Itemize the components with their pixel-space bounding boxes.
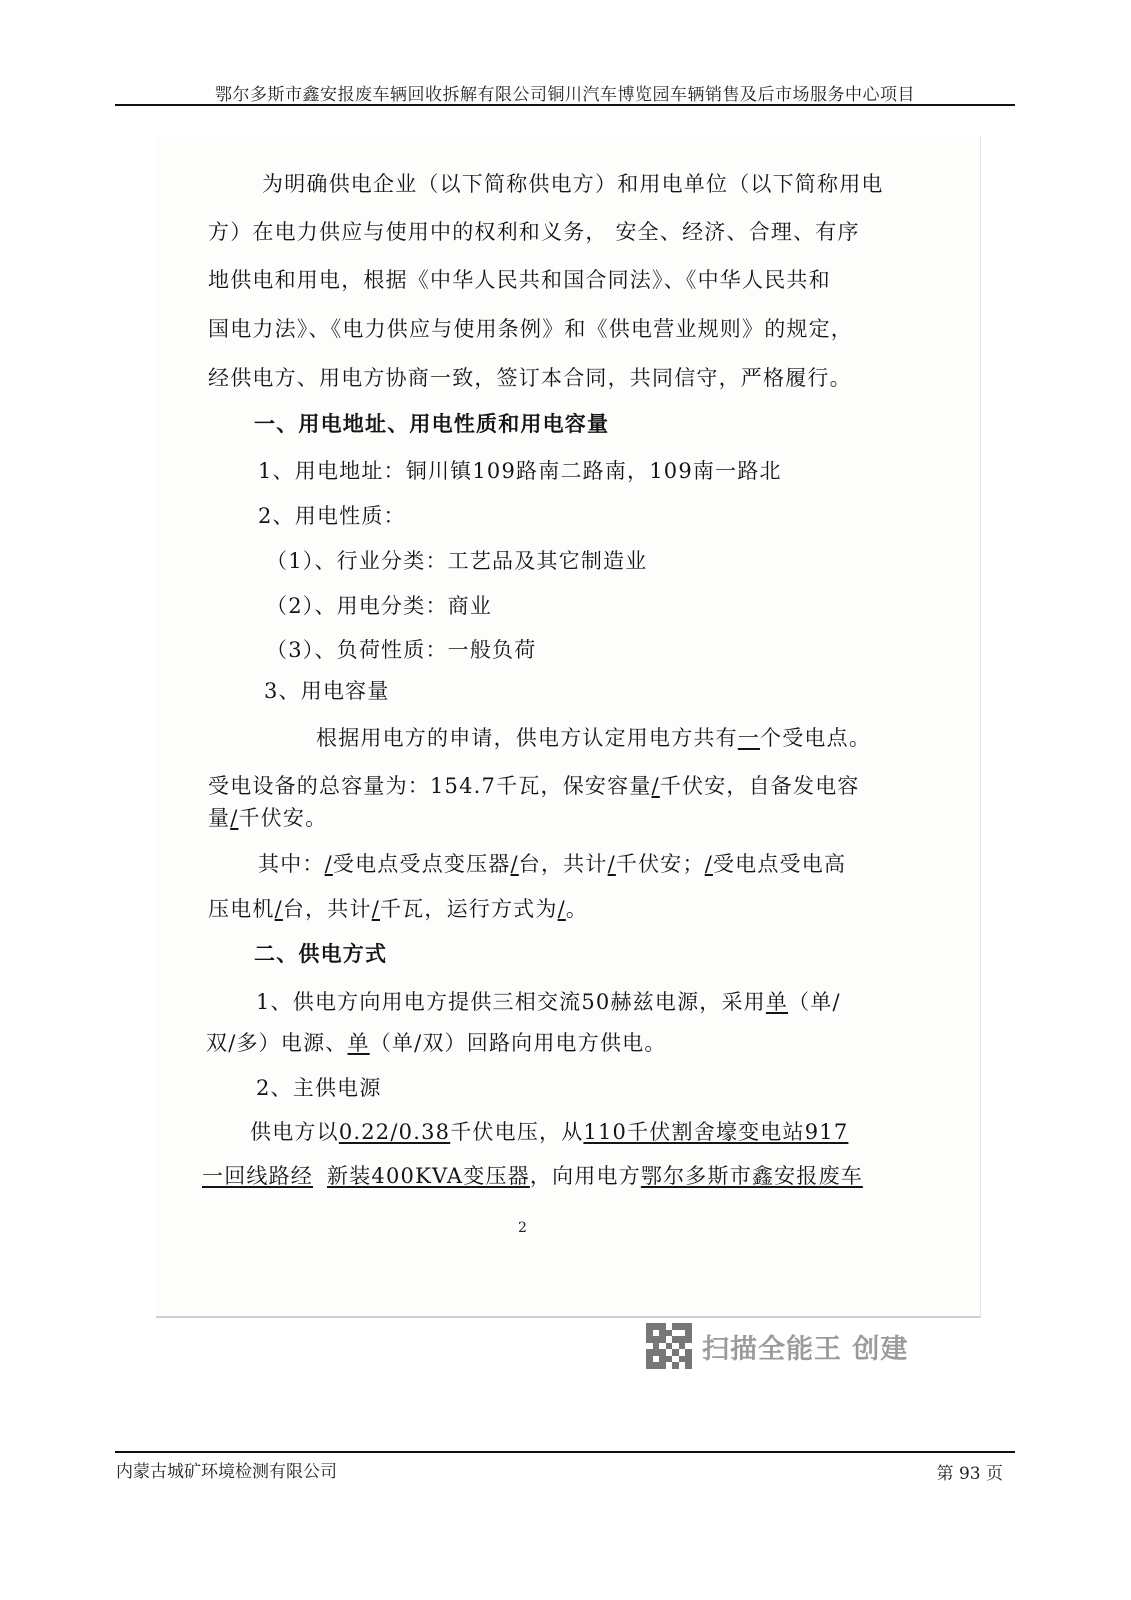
nature-item-industry: （1）、行业分类：工艺品及其它制造业 — [266, 549, 648, 573]
among-line-2 — [208, 893, 588, 923]
blank-slash: / — [651, 774, 660, 798]
capacity-text: 千伏安，自备发电容 — [659, 774, 860, 798]
intro-line-5: 经供电方、用电方协商一致，签订本合同，共同信守，严格履行。 — [208, 366, 852, 390]
blank-slash: / — [371, 897, 380, 921]
scanner-watermark — [646, 1322, 908, 1370]
main-supply-text: 供电方以 — [250, 1120, 339, 1144]
among-text: 台，共计 — [518, 852, 608, 876]
main-supply-text: 千伏电压，从 — [450, 1120, 584, 1144]
among-line-1 — [258, 848, 846, 878]
supply-choice: 单 — [765, 990, 789, 1014]
capacity-line-2 — [208, 770, 860, 800]
among-text: 其中： — [258, 852, 325, 876]
intro-line-2: 方）在电力供应与使用中的权利和义务， 安全、经济、合理、有序 — [208, 220, 860, 244]
main-supply-heading: 2、主供电源 — [256, 1076, 382, 1100]
intro-line-4: 国电力法》、《电力供应与使用条例》和《供电营业规则》的规定， — [208, 317, 853, 341]
scanned-page-number: 2 — [518, 1220, 527, 1236]
watermark-text: 扫描全能王 创建 — [702, 1333, 909, 1365]
address-line: 1、用电地址：铜川镇109路南二路南，109南一路北 — [258, 459, 782, 483]
qr-code-icon — [646, 1323, 692, 1369]
section-2-heading: 二、供电方式 — [254, 941, 388, 966]
among-text: 压电机 — [208, 897, 275, 921]
main-supply-line-2 — [202, 1160, 863, 1190]
among-text: 。 — [565, 897, 589, 921]
blank-slash: / — [274, 897, 283, 921]
footer-page-number: 第 93 页 — [936, 1464, 1003, 1484]
header-divider — [115, 104, 1015, 106]
blank-slash: / — [230, 806, 239, 830]
receiving-point-count: 一 — [737, 726, 761, 750]
supply-text: 1、供电方向用电方提供三相交流50赫兹电源，采用 — [256, 990, 766, 1014]
substation-name: 110千伏割舍壕变电站917 — [583, 1120, 849, 1144]
capacity-line-3 — [208, 802, 327, 832]
supply-choice: 单 — [347, 1031, 370, 1055]
nature-item-category: （2）、用电分类：商业 — [266, 594, 493, 618]
blank-slash: / — [557, 897, 566, 921]
nature-item-load: （3）、负荷性质：一般负荷 — [266, 638, 537, 662]
main-supply-line-1 — [250, 1116, 848, 1146]
footer-divider — [115, 1451, 1015, 1453]
supply-line-2 — [206, 1027, 667, 1057]
capacity-text: 量 — [208, 806, 231, 830]
supply-voltage: 0.22/0.38 — [338, 1120, 451, 1144]
supply-text: （单/双）回路向用电方供电。 — [369, 1031, 667, 1055]
among-text: 台，共计 — [282, 897, 372, 921]
intro-line-3: 地供电和用电，根据《中华人民共和国合同法》、《中华人民共和 — [208, 268, 831, 292]
section-1-heading: 一、用电地址、用电性质和用电容量 — [254, 411, 610, 436]
blank-slash: / — [324, 852, 333, 876]
supply-line-1 — [256, 986, 841, 1016]
blank-slash: / — [510, 852, 519, 876]
nature-heading: 2、用电性质： — [258, 504, 406, 528]
supply-text: （单/ — [788, 990, 841, 1014]
footer-company: 内蒙古城矿环境检测有限公司 — [116, 1462, 337, 1482]
among-text: 受电点受电高 — [712, 852, 847, 876]
main-supply-text: ，向用电方 — [529, 1164, 641, 1188]
among-text: 受电点受点变压器 — [332, 852, 511, 876]
capacity-text: 千伏安。 — [238, 806, 328, 830]
intro-line-1: 为明确供电企业（以下简称供电方）和用电单位（以下简称用电 — [262, 172, 884, 196]
capacity-line-1 — [316, 722, 871, 752]
line-route: 一回线路经 — [202, 1164, 313, 1188]
capacity-text: 受电设备的总容量为：154.7千瓦，保安容量 — [208, 774, 652, 798]
blank-slash: / — [704, 852, 713, 876]
page-header-title: 鄂尔多斯市鑫安报废车辆回收拆解有限公司铜川汽车博览园车辆销售及后市场服务中心项目 — [215, 85, 915, 105]
blank-slash: / — [607, 852, 616, 876]
capacity-text: 个受电点。 — [760, 726, 872, 750]
supply-text: 双/多）电源、 — [206, 1031, 348, 1055]
among-text: 千伏安； — [615, 852, 705, 876]
capacity-text: 根据用电方的申请，供电方认定用电方共有 — [316, 726, 738, 750]
among-text: 千瓦，运行方式为 — [379, 897, 558, 921]
customer-name: 鄂尔多斯市鑫安报废车 — [640, 1164, 863, 1188]
transformer-spec: 新装400KVA变压器 — [327, 1164, 530, 1188]
capacity-heading: 3、用电容量 — [264, 679, 390, 703]
